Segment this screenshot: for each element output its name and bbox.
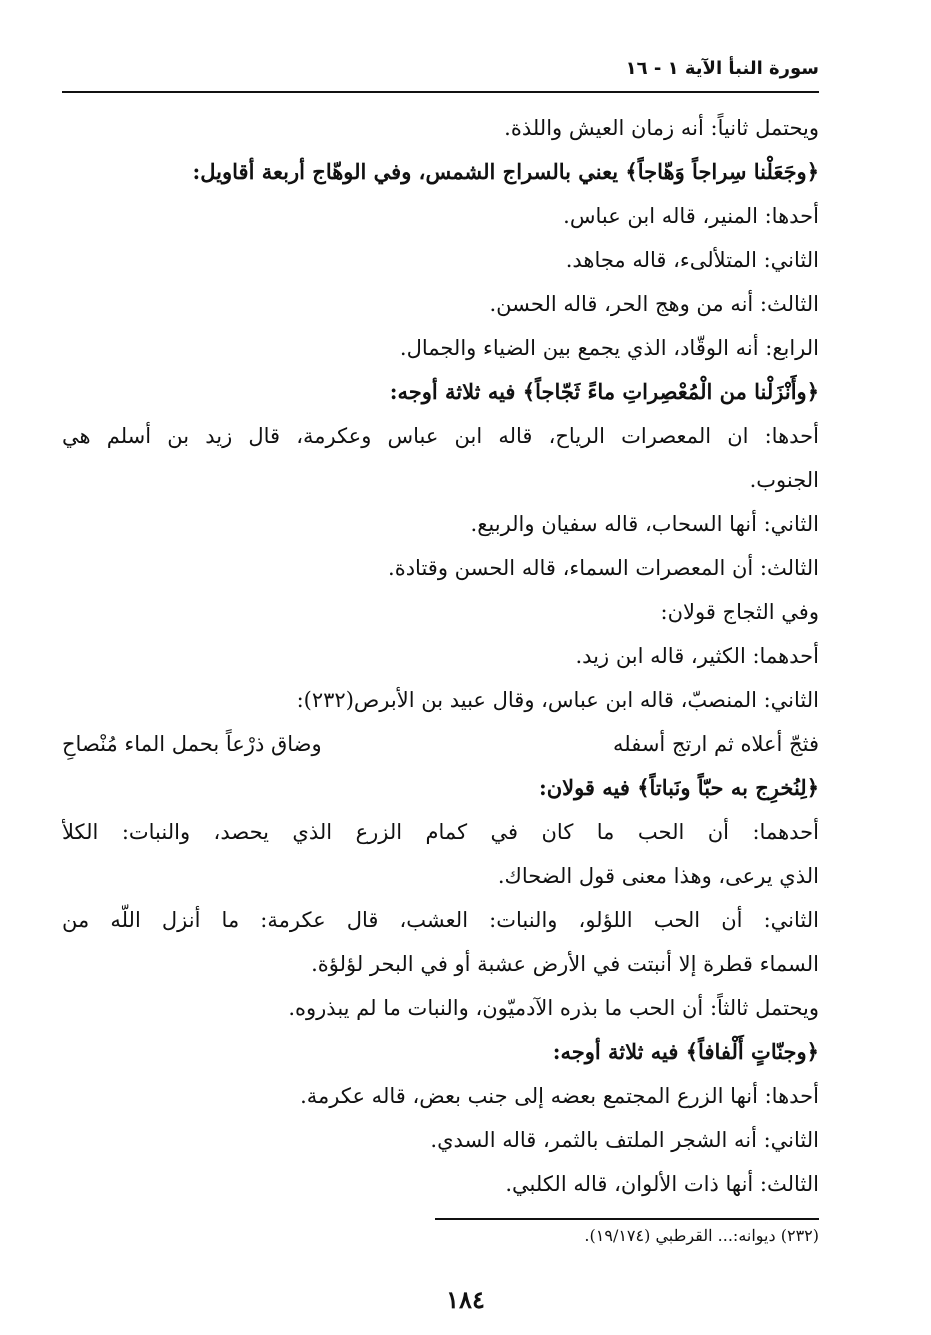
text-line: الثالث: أنه من وهج الحر، قاله الحسن. xyxy=(489,292,819,316)
text-line: أحدها: ان المعصرات الرياح، قاله ابن عباس وعكرمة، قال زيد بن أسلم هي xyxy=(62,424,819,448)
poem-first-hemistich: فثجّ أعلاه ثم ارتج أسفله xyxy=(613,732,819,756)
text-line: الثاني: المنصبّ، قاله ابن عباس، وقال عبيد بن الأبرص(٢٣٢): xyxy=(296,688,819,712)
quran-verse-line: ﴿لِنُخرِج به حبّاً ونَباتاً﴾ فيه قولان: xyxy=(538,775,819,800)
text-line: الثالث: أن المعصرات السماء، قاله الحسن وقتادة. xyxy=(388,556,819,580)
quran-verse-line: ﴿وجَعَلْنا سِراجاً وَهّاجاً﴾ يعني بالسراج الشمس، وفي الوهّاج أربعة أقاويل: xyxy=(192,159,819,184)
header-divider xyxy=(62,91,819,93)
text-line: أحدهما: أن الحب ما كان في كمام الزرع الذي يحصد، والنبات: الكلأ xyxy=(62,820,819,844)
text-line: أحدها: المنير، قاله ابن عباس. xyxy=(563,204,819,228)
text-line: الثاني: أنه الشجر الملتف بالثمر، قاله السدي. xyxy=(430,1128,819,1152)
text-line: الرابع: أنه الوقّاد، الذي يجمع بين الضياء والجمال. xyxy=(399,336,819,360)
text-line: السماء قطرة إلا أنبتت في الأرض عشبة أو في البحر لؤلؤة. xyxy=(311,952,819,976)
text-line: ويحتمل ثانياً: أنه زمان العيش واللذة. xyxy=(504,116,819,140)
text-line: أحدها: أنها الزرع المجتمع بعضه إلى جنب بعض، قاله عكرمة. xyxy=(300,1084,819,1108)
page-number: ١٨٤ xyxy=(446,1285,485,1314)
text-line: الثاني: أن الحب اللؤلو، والنبات: العشب، قال عكرمة: ما أنزل اللّه من xyxy=(62,908,819,932)
footnote: (٢٣٢) ديوانه:... القرطبي (١٩/١٧٤). xyxy=(584,1226,819,1245)
running-header: سورة النبأ الآية ١ - ١٦ xyxy=(625,58,819,79)
text-line: ويحتمل ثالثاً: أن الحب ما بذره الآدميّون، والنبات ما لم يبذروه. xyxy=(288,996,819,1020)
text-line: الذي يرعى، وهذا معنى قول الضحاك. xyxy=(497,864,819,888)
text-line: الثالث: أنها ذات الألوان، قاله الكلبي. xyxy=(505,1172,819,1196)
text-line: الثاني: المتلألىء، قاله مجاهد. xyxy=(565,248,819,272)
text-line: الجنوب. xyxy=(749,468,819,492)
text-line: وفي الثجاج قولان: xyxy=(660,600,819,624)
text-line: أحدهما: الكثير، قاله ابن زيد. xyxy=(575,644,819,668)
quran-verse-line: ﴿وجنّاتٍ أَلْفافاً﴾ فيه ثلاثة أوجه: xyxy=(552,1039,819,1064)
quran-verse-line: ﴿وأَنْزَلْنا من الْمُعْصِراتِ ماءً ثَجّاجاً﴾ فيه ثلاثة أوجه: xyxy=(389,379,819,404)
footnote-divider xyxy=(435,1218,819,1220)
poem-second-hemistich: وضاق ذرْعاً بحمل الماء مُنْصاحِ xyxy=(62,732,322,756)
poem-verse xyxy=(62,722,819,766)
page-body xyxy=(62,106,819,1206)
text-line: الثاني: أنها السحاب، قاله سفيان والربيع. xyxy=(470,512,819,536)
